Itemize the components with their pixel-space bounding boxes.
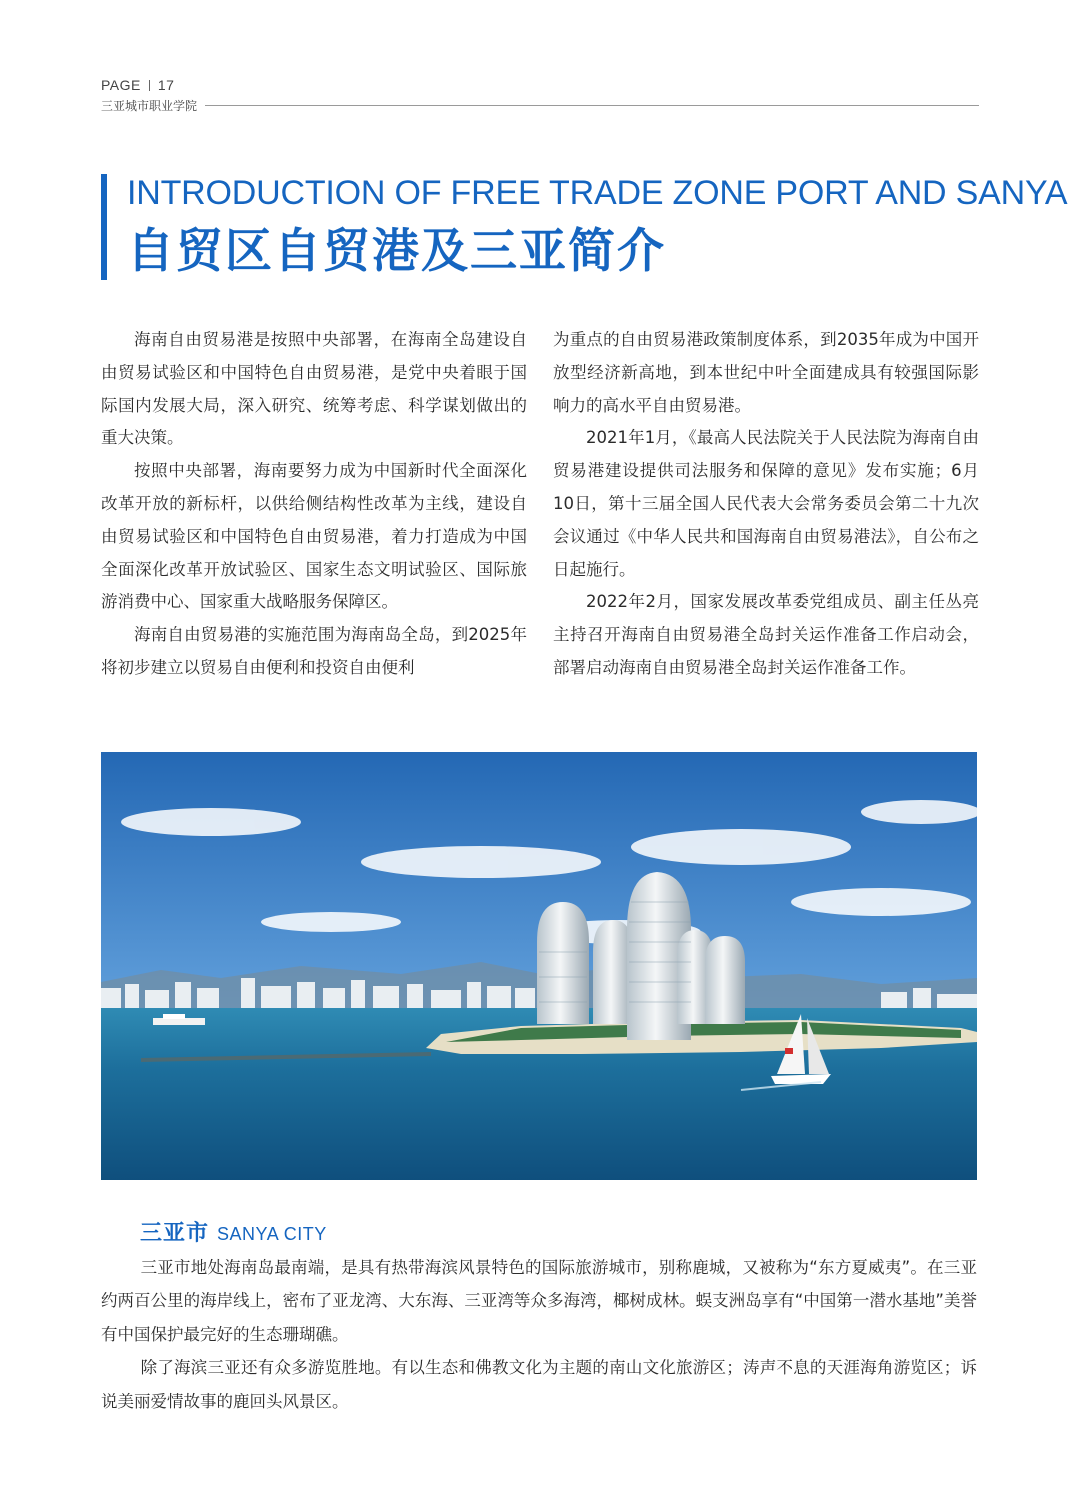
sanya-heading-chinese: 三亚市 (140, 1221, 210, 1246)
page-separator (149, 80, 150, 91)
title-chinese: 自贸区自贸港及三亚简介 (127, 224, 666, 279)
intro-paragraph-3-continued: 为重点的自由贸易港政策制度体系，到2035年成为中国开放型经济新高地，到本世纪中叶全面建成具有较强国际影响力的高水平自由贸易港。 (553, 330, 979, 415)
page-number: 17 (157, 77, 175, 93)
intro-paragraph-5: 2022年2月，国家发展改革委党组成员、副主任丛亮主持召开海南自由贸易港全岛封关运作准备工作启动会，部署启动海南自由贸易港全岛封关运作准备工作。 (553, 592, 979, 677)
photo-illustration (101, 752, 977, 1180)
sanya-heading-english: SANYA CITY (217, 1224, 327, 1244)
school-name: 三亚城市职业学院 (101, 98, 198, 113)
sanya-section-body (101, 1251, 977, 1418)
sanya-coastline-photo (101, 752, 977, 1180)
header-rule (205, 105, 979, 106)
sanya-paragraph-1: 三亚市地处海南岛最南端，是具有热带海滨风景特色的国际旅游城市，别称鹿城，又被称为“东方夏威夷”。在三亚约两百公里的海岸线上，密布了亚龙湾、大东海、三亚湾等众多海湾，椰树成林。蜈支洲岛享有“中国第一潜水基地”美誉有中国保护最完好的生态珊瑚礁。 (101, 1258, 977, 1344)
sanya-section-heading (140, 1216, 327, 1248)
intro-paragraph-3: 海南自由贸易港的实施范围为海南岛全岛，到2025年将初步建立以贸易自由便利和投资自由便利 (101, 625, 527, 677)
school-row (101, 96, 979, 114)
intro-column-left (101, 324, 527, 685)
intro-column-right (553, 324, 979, 685)
page-number-line (101, 76, 979, 94)
intro-paragraph-4: 2021年1月，《最高人民法院关于人民法院为海南自由贸易港建设提供司法服务和保障的意见》发布实施；6月10日，第十三届全国人民代表大会常务委员会第二十九次会议通过《中华人民共和国海南自由贸易港法》，自公布之日起施行。 (553, 428, 979, 579)
title-english: INTRODUCTION OF FREE TRADE ZONE PORT AND SANYA (127, 174, 1068, 212)
page-header (101, 76, 979, 114)
title-accent-bar (101, 174, 107, 280)
intro-paragraph-2: 按照中央部署，海南要努力成为中国新时代全面深化改革开放的新标杆，以供给侧结构性改革为主线，建设自由贸易试验区和中国特色自由贸易港，着力打造成为中国全面深化改革开放试验区、国家生态文明试验区、国际旅游消费中心、国家重大战略服务保障区。 (101, 461, 527, 612)
sanya-paragraph-2: 除了海滨三亚还有众多游览胜地。有以生态和佛教文化为主题的南山文化旅游区；涛声不息的天涯海角游览区；诉说美丽爱情故事的鹿回头风景区。 (101, 1358, 977, 1411)
intro-paragraph-1: 海南自由贸易港是按照中央部署，在海南全岛建设自由贸易试验区和中国特色自由贸易港，是党中央着眼于国际国内发展大局，深入研究、统筹考虑、科学谋划做出的重大决策。 (101, 330, 527, 448)
page-label: PAGE (101, 77, 141, 93)
title-block (101, 174, 1068, 282)
